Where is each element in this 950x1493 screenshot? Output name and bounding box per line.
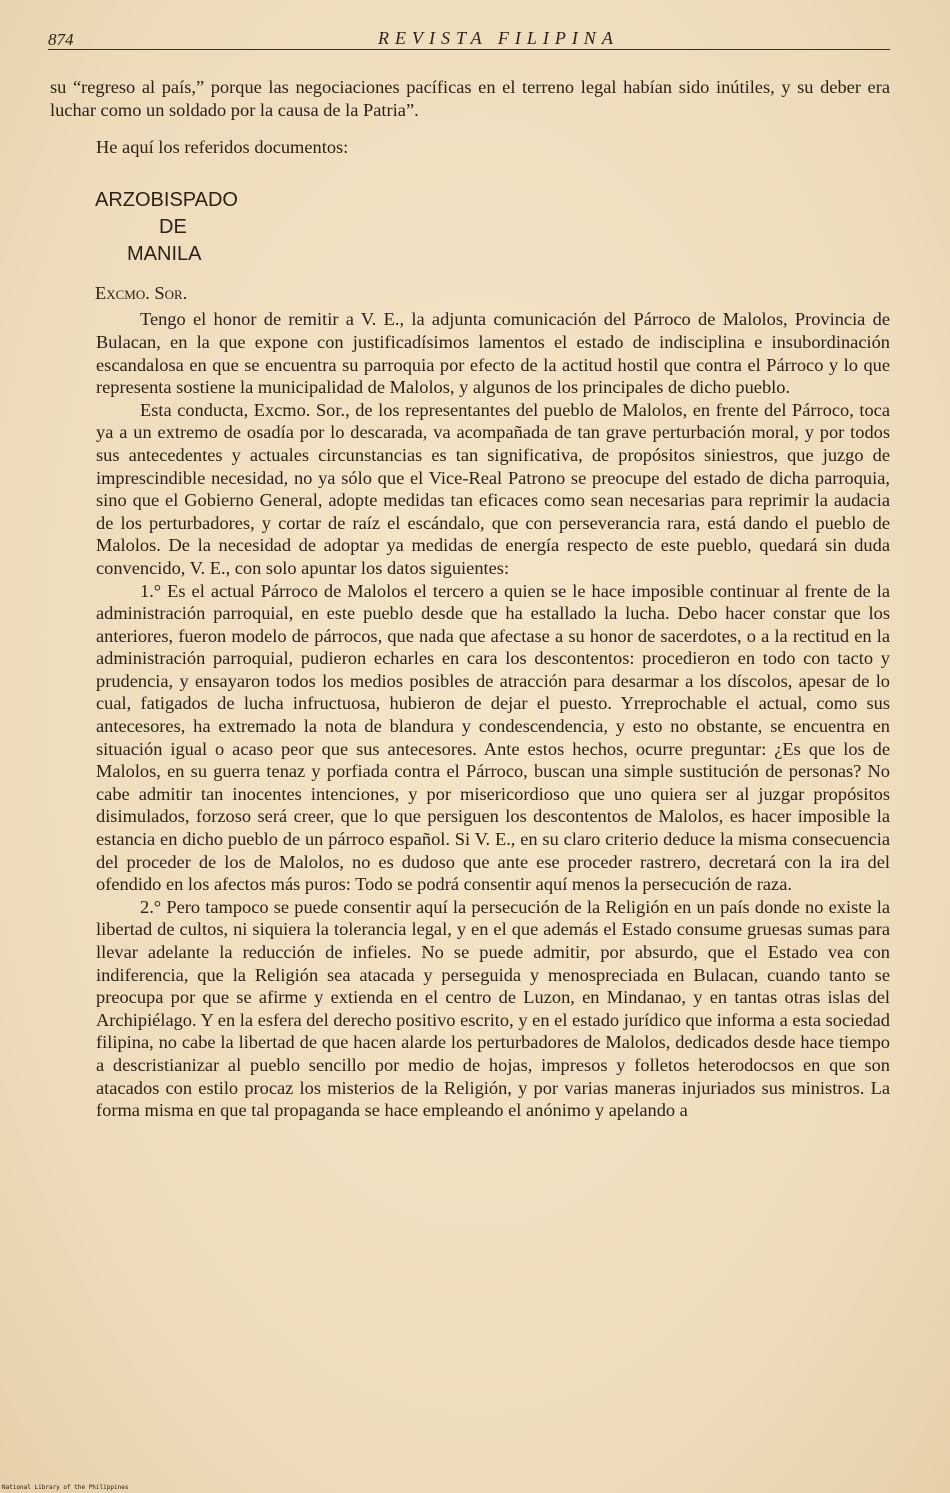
intro-line: He aquí los referidos documentos: <box>96 137 349 158</box>
salutation: Excmo. Sor. <box>95 282 188 303</box>
letter-paragraph-1: Tengo el honor de remitir a V. E., la adjunta comunicación del Párroco de Malolos, Provincia de Bulacan, en la que expone con justificadísimos lamentos el estado de indisciplina e insubordinación escandalosa en que se encuentra su parroquia por efecto de la actitud hostil que contra el Párroco y lo que representa sostiene la municipalidad de Malolos, y algunos de los principales de dicho pueblo. <box>96 309 890 398</box>
page-body <box>50 76 890 1122</box>
header-rule <box>48 49 890 50</box>
letter-paragraph-3: 1.° Es el actual Párroco de Malolos el tercero a quien se le hace imposible continuar al frente de la administración parroquial, en este pueblo desde que ha estallado la lucha. Debo hacer constar que los anteriores, fueron modelo de párrocos, que nada que afectase a su honor de sacerdotes, o a la rectitud en la administración parroquial, pudieron echarles en cara los descontentos: procedieron en todo con tacto y prudencia, y ensayaron todos los medios posibles de atracción para desarmar a los díscolos, apesar de lo cual, fatigados de lucha infructuosa, hubieron de dejar el puesto. Yrreprochable el actual, como sus antecesores, ha extremado la nota de blandura y condescendencia, y esto no obstante, se encuentra en situación igual o acaso peor que sus antecesores. Ante estos hechos, ocurre preguntar: ¿Es que los de Malolos, en su guerra tenaz y porfiada contra el Párroco, buscan una simple sustitución de personas? No cabe admitir tan inocentes intenciones, y por misericordioso que uno quiera ser al juzgar propósitos disimulados, forzoso será creer, que lo que persiguen los descontentos de Malolos, es hacer imposible la estancia en dicho pueblo de un párroco español. Si V. E., en su claro criterio deduce la misma consecuencia del proceder de los de Malolos, no es dudoso que ante ese proceder rastrero, decretará con la ira del ofendido en los afectos más puros: Todo se podrá consentir aquí menos la persecución de raza. <box>96 580 890 895</box>
page-header <box>48 28 890 52</box>
letter-body <box>50 308 890 1121</box>
letter-paragraph-2: Esta conducta, Excmo. Sor., de los representantes del pueblo de Malolos, en frente del Párroco, toca ya a un extremo de osadía por lo descarada, va acompañada de tan grave perturbación moral, y por todos sus antecedentes y actuales circunstancias es tan significativa, de propósitos siniestros, que juzgo de imprescindible necesidad, no ya sólo que el Vice-Real Patrono se preocupe del estado de dicha parroquia, sino que el Gobierno General, adopte medidas tan eficaces como sean necesarias para reprimir la audacia de los perturbadores, y cortar de raíz el escándalo, que con perseverancia rara, está dando el pueblo de Malolos. De la necesidad de adoptar ya medidas de energía respecto de este pueblo, quedará sin duda convencido, V. E., con solo apuntar los datos siguientes: <box>96 399 890 578</box>
letterhead <box>50 187 890 268</box>
library-credit: National Library of the Philippines <box>2 1484 129 1491</box>
letterhead-line-2: DE <box>159 215 187 238</box>
letterhead-line-3: MANILA <box>127 242 202 265</box>
letterhead-line-1: ARZOBISPADO <box>95 188 238 211</box>
intro-paragraph: su “regreso al país,” porque las negociaciones pacíficas en el terreno legal habían sido inútiles, y su deber era luchar como un soldado por la causa de la Patria”. <box>50 77 890 120</box>
letter-paragraph-4: 2.° Pero tampoco se puede consentir aquí la persecución de la Religión en un país donde no existe la libertad de cultos, ni siquiera la tolerancia legal, y en el que además el Estado consume gruesas sumas para llevar adelante la reducción de infieles. No se puede admitir, por absurdo, que el Estado vea con indiferencia, que la Religión sea atacada y perseguida y menospreciada en Bulacan, cuando tanto se preocupa por que se afirme y extienda en el centro de Luzon, en Mindanao, y en tantas otras islas del Archipiélago. Y en la esfera del derecho positivo escrito, y en el estado jurídico que informa a esta sociedad filipina, no cabe la libertad de que hacen alarde los perturbadores de Malolos, dedicados desde hace tiempo a descristianizar al pueblo sencillo por medio de hojas, impresos y folletos heterodocsos en que son atacados con estilo procaz los misterios de la Religión, y por varias maneras injuriados sus ministros. La forma misma en que tal propaganda se hace empleando el anónimo y apelando a <box>96 896 890 1121</box>
page-number: 874 <box>48 30 74 49</box>
running-title: REVISTA FILIPINA <box>378 28 619 48</box>
